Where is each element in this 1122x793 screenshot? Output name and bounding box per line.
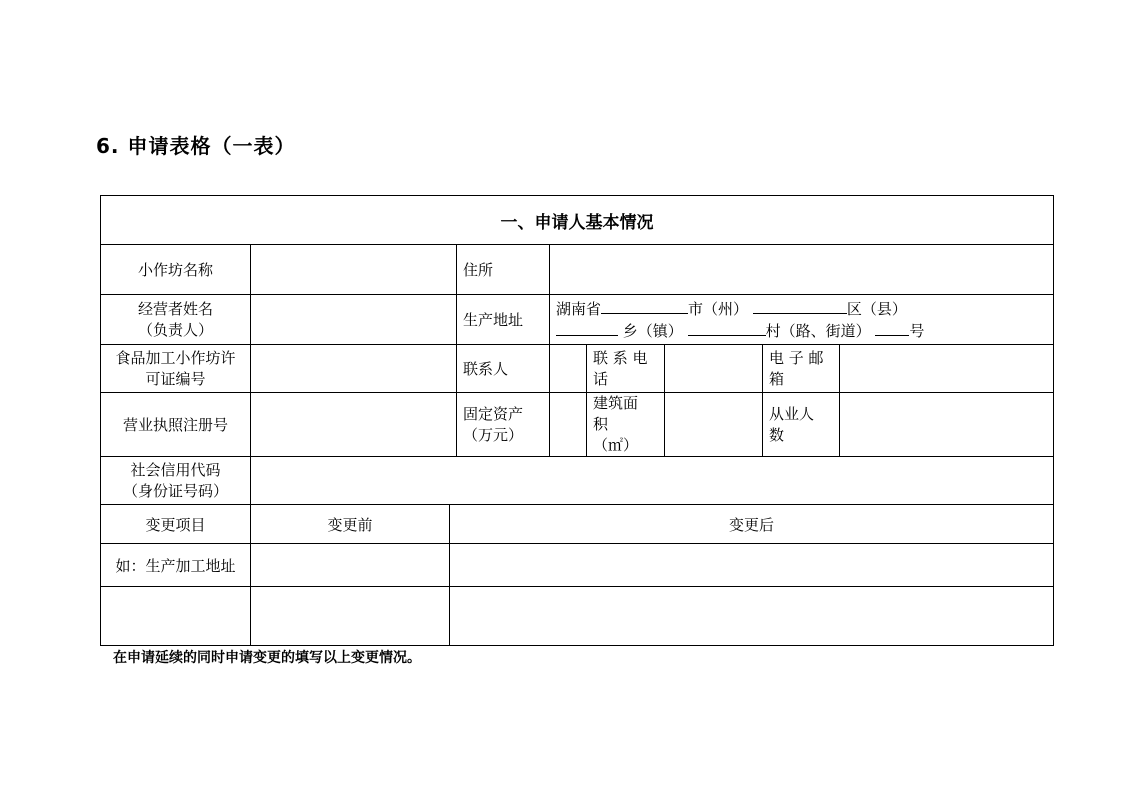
label-credit-code-line2: （身份证号码） (122, 481, 228, 500)
change-header-row (101, 505, 1054, 544)
blank-city[interactable] (601, 298, 688, 314)
col-change-after: 变更后 (450, 505, 1054, 544)
label-building-area-line3: （㎡） (593, 436, 639, 454)
address-city: 市（州） (688, 299, 749, 318)
change-item-field[interactable] (101, 587, 251, 646)
operator-name-field[interactable] (251, 295, 457, 345)
credit-code-field[interactable] (251, 457, 1054, 505)
row-workshop-name (101, 245, 1054, 295)
change-after-field[interactable] (450, 587, 1054, 646)
production-address-field[interactable] (550, 295, 1054, 345)
label-building-area (587, 393, 665, 457)
contact-person-field[interactable] (550, 345, 587, 393)
address-district: 区（县） (846, 299, 907, 318)
label-employees-line2: 数 (769, 425, 785, 444)
application-form-table (100, 195, 1054, 646)
label-fixed-assets-line2: （万元） (463, 425, 524, 444)
blank-district[interactable] (753, 298, 847, 314)
label-license-no-line2: 可证编号 (145, 369, 206, 388)
blank-township[interactable] (556, 320, 618, 336)
blank-number[interactable] (875, 320, 909, 336)
label-operator-name-line2: （负责人） (137, 320, 213, 339)
address-province: 湖南省 (556, 299, 602, 318)
change-example-item: 如：生产加工地址 (101, 544, 251, 587)
address-village: 村（路、街道） (765, 321, 871, 340)
label-phone-line2: 话 (593, 369, 609, 388)
label-fixed-assets (457, 393, 550, 457)
label-fixed-assets-line1: 固定资产 (463, 404, 524, 423)
footnote: 在申请延续的同时申请变更的填写以上变更情况。 (113, 650, 421, 666)
change-before-field[interactable] (251, 587, 450, 646)
label-license-no (101, 345, 251, 393)
label-credit-code-line1: 社会信用代码 (130, 460, 221, 479)
workshop-name-field[interactable] (251, 245, 457, 295)
label-email-line1: 电 子 邮 (769, 348, 824, 367)
label-business-license: 营业执照注册号 (101, 393, 251, 457)
label-credit-code (101, 457, 251, 505)
page-heading: 6. 申请表格（一表） (96, 134, 296, 158)
label-production-address: 生产地址 (457, 295, 550, 345)
label-building-area-line2: 积 (593, 415, 609, 433)
row-business-license (101, 393, 1054, 457)
label-operator-name-line1: 经营者姓名 (137, 299, 213, 318)
fixed-assets-field[interactable] (550, 393, 587, 457)
row-credit-code (101, 457, 1054, 505)
section-title-row (101, 196, 1054, 245)
label-contact-person: 联系人 (457, 345, 550, 393)
row-operator (101, 295, 1054, 345)
label-operator-name (101, 295, 251, 345)
residence-field[interactable] (550, 245, 1054, 295)
address-township: 乡（镇） (622, 321, 683, 340)
label-license-no-line1: 食品加工小作坊许 (115, 348, 236, 367)
change-row-example (101, 544, 1054, 587)
section-title: 一、申请人基本情况 (101, 196, 1054, 245)
change-row-blank (101, 587, 1054, 646)
label-employees-line1: 从业人 (769, 404, 815, 423)
building-area-field[interactable] (665, 393, 763, 457)
address-number: 号 (909, 321, 925, 340)
label-workshop-name: 小作坊名称 (101, 245, 251, 295)
label-phone-line1: 联 系 电 (593, 348, 648, 367)
row-license (101, 345, 1054, 393)
label-employees (763, 393, 840, 457)
label-residence: 住所 (457, 245, 550, 295)
business-license-field[interactable] (251, 393, 457, 457)
col-change-before: 变更前 (251, 505, 450, 544)
change-example-after-field[interactable] (450, 544, 1054, 587)
license-no-field[interactable] (251, 345, 457, 393)
phone-field[interactable] (665, 345, 763, 393)
label-email (763, 345, 840, 393)
label-phone (587, 345, 665, 393)
label-email-line2: 箱 (769, 369, 785, 388)
email-field[interactable] (840, 345, 1054, 393)
blank-village[interactable] (688, 320, 766, 336)
col-change-item: 变更项目 (101, 505, 251, 544)
label-building-area-line1: 建筑面 (593, 394, 639, 412)
employees-field[interactable] (840, 393, 1054, 457)
change-example-before-field[interactable] (251, 544, 450, 587)
